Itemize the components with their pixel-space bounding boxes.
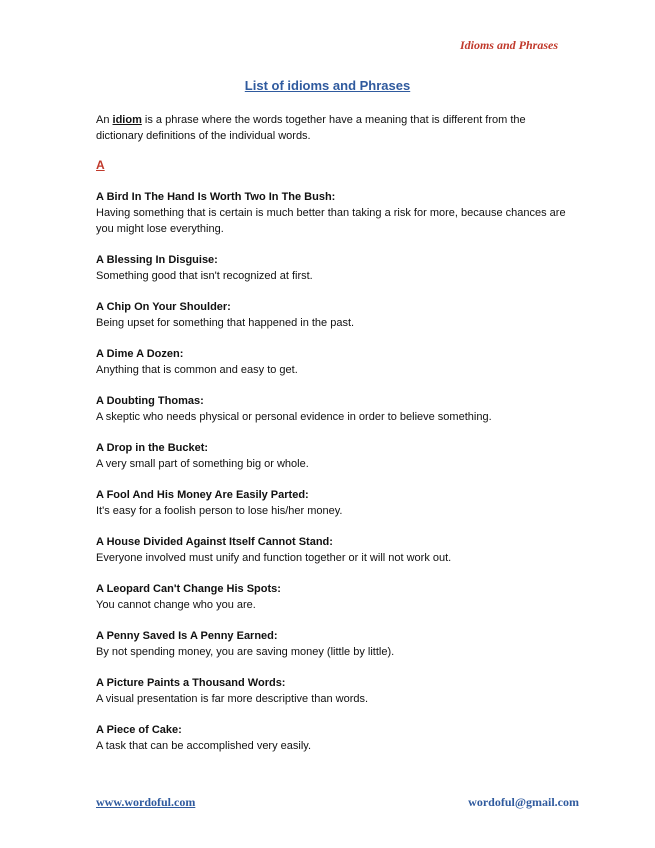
idiom-list [96, 189, 566, 769]
idiom-term: A Picture Paints a Thousand Words: [96, 677, 286, 689]
idiom-term: A Chip On Your Shoulder: [96, 301, 231, 313]
idiom-entry [96, 581, 566, 613]
section-letter: A [96, 158, 105, 172]
idiom-definition: A skeptic who needs physical or personal evidence in order to believe something. [96, 411, 492, 423]
idiom-definition: Being upset for something that happened in the past. [96, 317, 355, 329]
footer-website-link[interactable]: www.wordoful.com [96, 795, 196, 809]
intro-prefix: An [96, 114, 113, 126]
idiom-definition: Something good that isn't recognized at first. [96, 270, 313, 282]
idiom-entry [96, 628, 566, 660]
idiom-entry [96, 346, 566, 378]
idiom-definition: Everyone involved must unify and function together or it will not work out. [96, 552, 452, 564]
idiom-term: A Drop in the Bucket: [96, 442, 209, 454]
header-title: Idioms and Phrases [459, 38, 558, 52]
idiom-definition: Having something that is certain is much better than taking a risk for more, because chances are you might lose everything. [96, 207, 566, 235]
idiom-term: A House Divided Against Itself Cannot Stand: [96, 536, 333, 548]
idiom-term: A Fool And His Money Are Easily Parted: [96, 489, 309, 501]
idiom-definition: A task that can be accomplished very easily. [96, 740, 312, 752]
intro-suffix: is a phrase where the words together have a meaning that is different from the dictionary definitions of the individual words. [96, 114, 526, 142]
page-title: List of idioms and Phrases [244, 78, 411, 93]
footer-email: wordoful@gmail.com [468, 795, 579, 809]
idiom-term: A Dime A Dozen: [96, 348, 184, 360]
idiom-definition: You cannot change who you are. [96, 599, 256, 611]
idiom-entry [96, 393, 566, 425]
idiom-entry [96, 440, 566, 472]
idiom-entry [96, 722, 566, 754]
idiom-term: A Penny Saved Is A Penny Earned: [96, 630, 278, 642]
idiom-definition: A visual presentation is far more descriptive than words. [96, 693, 369, 705]
idiom-term: A Doubting Thomas: [96, 395, 204, 407]
idiom-definition: By not spending money, you are saving money (little by little). [96, 646, 395, 658]
idiom-definition: It's easy for a foolish person to lose his/her money. [96, 505, 343, 517]
intro-keyword: idiom [112, 114, 142, 126]
idiom-term: A Bird In The Hand Is Worth Two In The Bush: [96, 191, 336, 203]
idiom-entry [96, 534, 566, 566]
idiom-entry [96, 299, 566, 331]
idiom-entry [96, 189, 566, 237]
idiom-term: A Piece of Cake: [96, 724, 182, 736]
idiom-entry [96, 487, 566, 519]
idiom-entry [96, 252, 566, 284]
idiom-definition: A very small part of something big or whole. [96, 458, 309, 470]
idiom-definition: Anything that is common and easy to get. [96, 364, 298, 376]
intro-paragraph [96, 112, 556, 144]
idiom-term: A Leopard Can't Change His Spots: [96, 583, 281, 595]
idiom-entry [96, 675, 566, 707]
idiom-term: A Blessing In Disguise: [96, 254, 218, 266]
